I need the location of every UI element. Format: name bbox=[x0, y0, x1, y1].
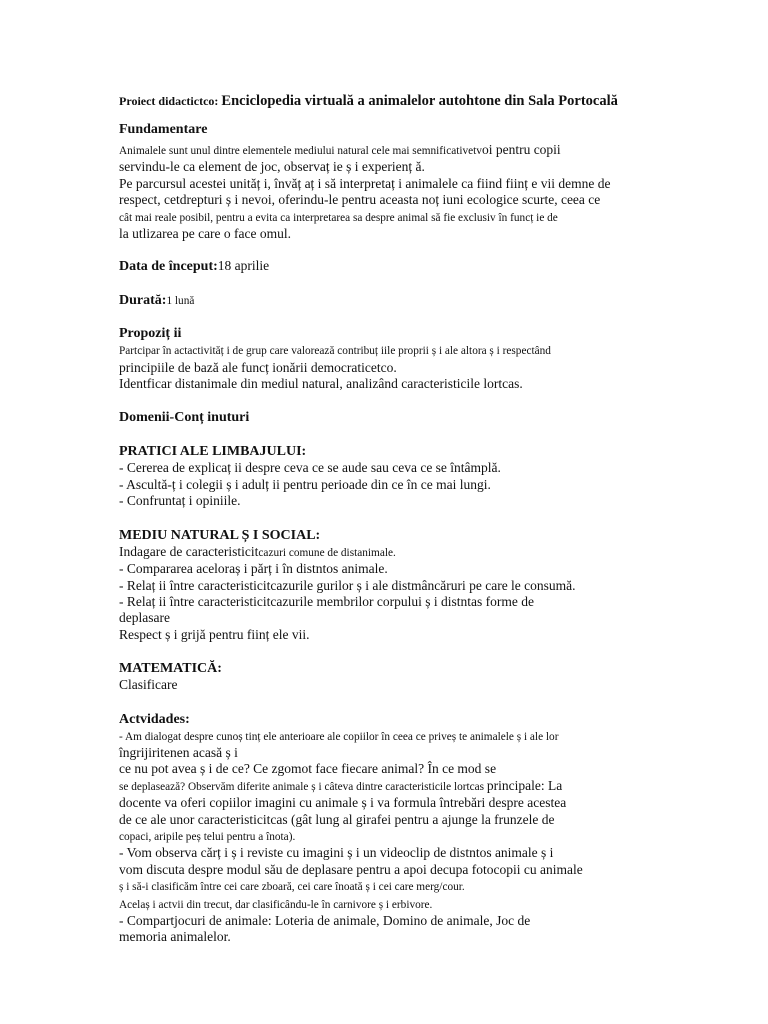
list-item bbox=[119, 845, 639, 861]
activitati-list bbox=[119, 728, 639, 946]
text-run: Pe parcursul acestei unităț i, învăț aț i să interpretaț i animalele ca fiind ființ e vii demne de bbox=[119, 175, 611, 191]
text-run: - Confruntaț i opiniile. bbox=[119, 493, 241, 509]
document-page bbox=[119, 92, 639, 946]
list-item bbox=[119, 828, 639, 845]
text-run-small: cazuri comune de distanimale. bbox=[258, 546, 396, 559]
list-item bbox=[119, 460, 639, 476]
text-run: - Vom observa cărț i ș i reviste cu imagini ș i un videoclip de distntos animale ș i bbox=[119, 845, 554, 861]
start-date-label: Data de început: bbox=[119, 259, 218, 275]
text-run: de ce ale unor caracteristicitcas (gât lung al girafei pentru a ajunge la frunzele de bbox=[119, 811, 555, 827]
text-run: principale: La bbox=[486, 777, 563, 793]
list-item bbox=[119, 728, 639, 745]
text-run: - Compartjocuri de animale: Loteria de animale, Domino de animale, Joc de bbox=[119, 913, 531, 928]
list-item bbox=[119, 493, 639, 509]
text-run-small: Partcipar în actactivităț i de grup care valorează contribuț iile proprii ș i ale altora ș i respectând bbox=[119, 345, 551, 358]
list-item bbox=[119, 627, 639, 643]
list-item bbox=[119, 544, 639, 561]
text-run-small: - Am dialogat despre cunoș tinț ele anterioare ale copiilor în ceea ce priveș te animalele ș i ale lor bbox=[119, 730, 559, 743]
text-run: memoria animalelor. bbox=[119, 929, 231, 945]
text-run-small: copaci, aripile peș telui pentru a înota). bbox=[119, 830, 296, 843]
text-run: respect, cetdrepturi ș i nevoi, oferindu-le pentru aceasta noț iuni ecologice scurte, ceea ce bbox=[119, 192, 601, 208]
section-heading-fundamentare: Fundamentare bbox=[119, 122, 208, 137]
list-item bbox=[119, 578, 639, 594]
list-item bbox=[119, 594, 639, 610]
text-run-small: Animalele sunt unul dintre elementele mediului natural cele mai semnificativetv bbox=[119, 145, 482, 157]
fundamentare-paragraph bbox=[119, 142, 639, 242]
text-run: docente va oferi copiilor imagini cu animale ș i va formula întrebări despre acestea bbox=[119, 795, 567, 811]
list-item bbox=[119, 896, 639, 913]
section-heading-matematica: MATEMATICĂ: bbox=[119, 661, 222, 677]
propozitii-paragraph bbox=[119, 342, 639, 392]
text-run: - Ascultă-ț i colegii ș i adulț ii pentru perioade din ce în ce mai lungi. bbox=[119, 476, 491, 492]
text-run: îngrijiritenen acasă ș i bbox=[119, 744, 238, 760]
text-run: Respect ș i grijă pentru ființ ele vii. bbox=[119, 626, 310, 642]
text-run: - Relaț ii între caracteristicitcazurile membrilor corpului ș i distntas forme de bbox=[119, 593, 534, 609]
list-item bbox=[119, 929, 639, 945]
text-run: oi pentru copii bbox=[481, 142, 561, 157]
mediu-list bbox=[119, 544, 639, 643]
list-item bbox=[119, 745, 639, 761]
text-line bbox=[119, 226, 639, 242]
text-run: Indagare de caracteristicit bbox=[119, 543, 259, 559]
text-run-small: Acelaș i actvii din trecut, dar clasificându-le în carnivore ș i erbivore. bbox=[119, 898, 433, 911]
list-item bbox=[119, 812, 639, 828]
text-line bbox=[119, 159, 639, 175]
text-run: servindu-le ca element de joc, observaț ie ș i experienț ă. bbox=[119, 159, 425, 175]
title-main: Enciclopedia virtuală a animalelor autohtone din Sala Portocală bbox=[221, 93, 618, 109]
start-date-line bbox=[119, 258, 639, 275]
list-item bbox=[119, 862, 639, 878]
title-prefix: Proiect didactictco: bbox=[119, 94, 222, 108]
list-item bbox=[119, 761, 639, 777]
list-item bbox=[119, 795, 639, 811]
math-line bbox=[119, 677, 639, 693]
text-run: principiile de bază ale funcț ionării democraticetco. bbox=[119, 359, 397, 375]
text-line bbox=[119, 376, 639, 392]
document-title bbox=[119, 92, 639, 111]
text-run: - Cererea de explicaț ii despre ceva ce se aude sau ceva ce se întâmplă. bbox=[119, 460, 501, 476]
text-run: ce nu pot avea ș i de ce? Ce zgomot face fiecare animal? În ce mod se bbox=[119, 761, 497, 777]
section-heading-domenii: Domenii-Conț inuturi bbox=[119, 410, 250, 426]
text-run: deplasare bbox=[119, 610, 170, 626]
text-line bbox=[119, 192, 639, 208]
text-run: vom discuta despre modul său de deplasare pentru a apoi decupa fotocopii cu animale bbox=[119, 861, 583, 877]
section-heading-activitati: Actvidades: bbox=[119, 711, 190, 727]
text-line bbox=[119, 342, 639, 359]
text-run: la utlizarea pe care o face omul. bbox=[119, 226, 292, 242]
text-line bbox=[119, 209, 639, 226]
list-item bbox=[119, 878, 639, 895]
list-item bbox=[119, 913, 639, 929]
list-item bbox=[119, 477, 639, 493]
text-run: Identficar distanimale din mediul natural, analizând caracteristicile lortcas. bbox=[119, 376, 523, 392]
text-run-small: ș i să-i clasificăm între cei care zboară, cei care înoată ș i cei care merg/cour. bbox=[119, 881, 465, 894]
duration-label: Durată: bbox=[119, 292, 167, 308]
text-run: - Compararea aceloraș i părț i în distntos animale. bbox=[119, 561, 388, 577]
text-run: Clasificare bbox=[119, 677, 178, 693]
limbaj-list bbox=[119, 460, 639, 509]
section-heading-mediu: MEDIU NATURAL Ș I SOCIAL: bbox=[119, 527, 321, 543]
section-heading-propozitii: Propoziț ii bbox=[119, 326, 182, 342]
list-item bbox=[119, 610, 639, 626]
text-run-small: se deplasează? Observăm diferite animale ș i câteva dintre caracteristicile lortcas bbox=[119, 780, 487, 793]
text-run: - Relaț ii între caracteristicitcazurile gurilor ș i ale distmâncăruri pe care le consumă. bbox=[119, 577, 576, 593]
text-line bbox=[119, 360, 639, 376]
start-date-value: 18 aprilie bbox=[217, 258, 270, 274]
text-line bbox=[119, 142, 639, 159]
duration-line bbox=[119, 292, 639, 309]
duration-value: 1 lună bbox=[166, 294, 195, 307]
text-run-small: cât mai reale posibil, pentru a evita ca interpretarea sa despre animal să fie exclusiv în funcț ie de bbox=[119, 211, 558, 224]
list-item bbox=[119, 778, 639, 795]
list-item bbox=[119, 561, 639, 577]
text-line bbox=[119, 176, 639, 192]
section-heading-limbaj: PRATICI ALE LIMBAJULUI: bbox=[119, 444, 307, 460]
